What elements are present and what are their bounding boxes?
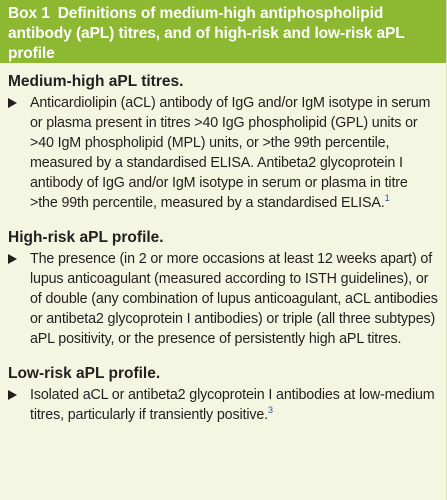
section-title: Low-risk aPL profile.: [8, 365, 161, 382]
list-item: [8, 249, 438, 349]
triangle-bullet-icon: [8, 249, 30, 269]
list-item: [8, 385, 438, 425]
section-low-risk-profile: [8, 364, 438, 425]
box-title: Definitions of medium-high antiphospholipid antibody (aPL) titres, and of high-risk and low-risk aPL profile: [8, 5, 405, 62]
item-text: [30, 249, 438, 349]
triangle-bullet-icon: [8, 385, 30, 405]
item-text: [30, 93, 438, 213]
box-content: [0, 63, 446, 425]
item-body: The presence (in 2 or more occasions at least 12 weeks apart) of lupus anticoagulant (measured according to ISTH guidelines), or of double (any combination of lupus anticoagulant, aCL antibodies or antibeta2 glycoprotein I antibodies) or triple (all three subtypes) aPL positivity, or the presence of persistently high aPL titres.: [30, 251, 438, 347]
reference-superscript: 3: [267, 405, 273, 416]
item-body: Anticardiolipin (aCL) antibody of IgG and/or IgM isotype in serum or plasma present in titres >40 IgG phospholipid (GPL) units or >40 IgM phospholipid (MPL) units, or >the 99th percentile, measured by a standardised ELISA. Antibeta2 glycoprotein I antibody of IgG and/or IgM isotype in serum or plasma in titre >the 99th percentile, measured by a standardised ELISA.: [30, 95, 431, 211]
box-number: Box 1: [8, 5, 50, 22]
triangle-bullet-icon: [8, 93, 30, 113]
item-body: Isolated aCL or antibeta2 glycoprotein I antibodies at low-medium titres, particularly if transiently positive.: [30, 387, 435, 423]
list-item: [8, 93, 438, 213]
item-text: [30, 385, 438, 425]
section-title: Medium-high aPL titres.: [8, 73, 184, 90]
box-header: [0, 0, 446, 63]
reference-superscript: 1: [384, 193, 390, 204]
section-high-risk-profile: [8, 228, 438, 349]
section-medium-high-titres: [8, 72, 438, 213]
section-title: High-risk aPL profile.: [8, 229, 164, 246]
